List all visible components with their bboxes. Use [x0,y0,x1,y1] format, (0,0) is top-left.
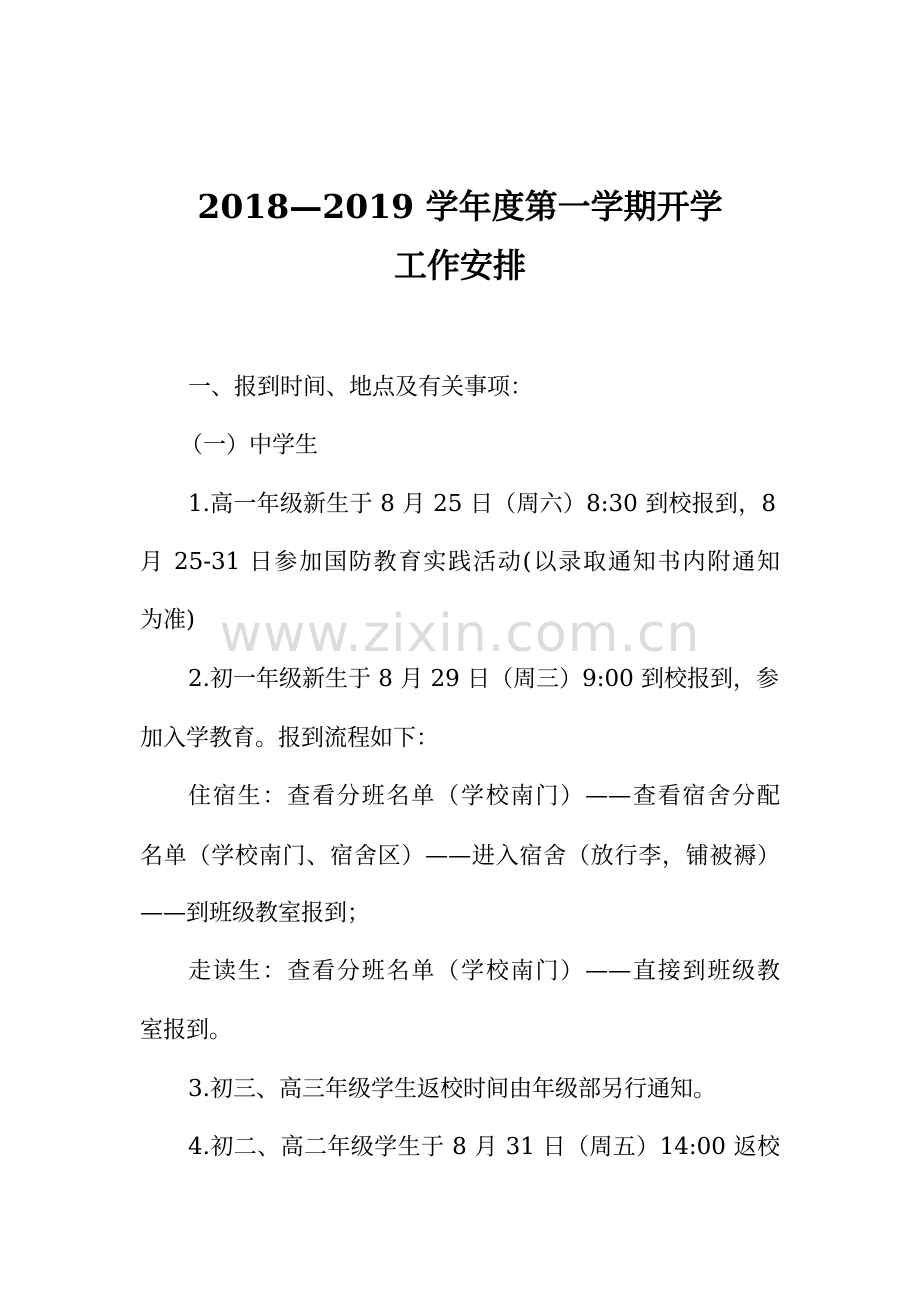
item-1-line-2: 月 25-31 日参加国防教育实践活动(以录取通知书内附通知 [140,549,780,575]
day-students-line-2: 室报到。 [140,1017,232,1043]
item-3-line-1: 3.初三、高三年级学生返校时间由年级部另行通知。 [188,1076,716,1102]
subsection-heading: （一）中学生 [180,432,318,458]
boarders-line-1: 住宿生：查看分班名单（学校南门）——查看宿舍分配 [188,783,780,809]
item-1-line-1: 1.高一年级新生于 8 月 25 日（周六）8:30 到校报到，8 [188,491,776,517]
day-students-line-1: 走读生：查看分班名单（学校南门）——直接到班级教 [188,958,780,984]
item-2-line-2: 加入学教育。报到流程如下： [140,725,439,751]
item-4-line-1: 4.初二、高二年级学生于 8 月 31 日（周五）14:00 返校 [188,1134,780,1160]
item-2-line-1: 2.初一年级新生于 8 月 29 日（周三）9:00 到校报到，参 [188,666,780,692]
section-heading: 一、报到时间、地点及有关事项： [188,374,533,400]
document-title-line-2: 工作安排 [394,246,526,285]
document-title-line-1: 2018—2019 学年度第一学期开学 [197,187,723,226]
boarders-line-2: 名单（学校南门、宿舍区）——进入宿舍（放行李，铺被褥） [140,843,780,869]
item-1-line-3: 为准) [140,607,195,633]
watermark-text: www.zixin.com.cn [219,604,701,664]
boarders-line-3: ——到班级教室报到； [140,900,370,926]
